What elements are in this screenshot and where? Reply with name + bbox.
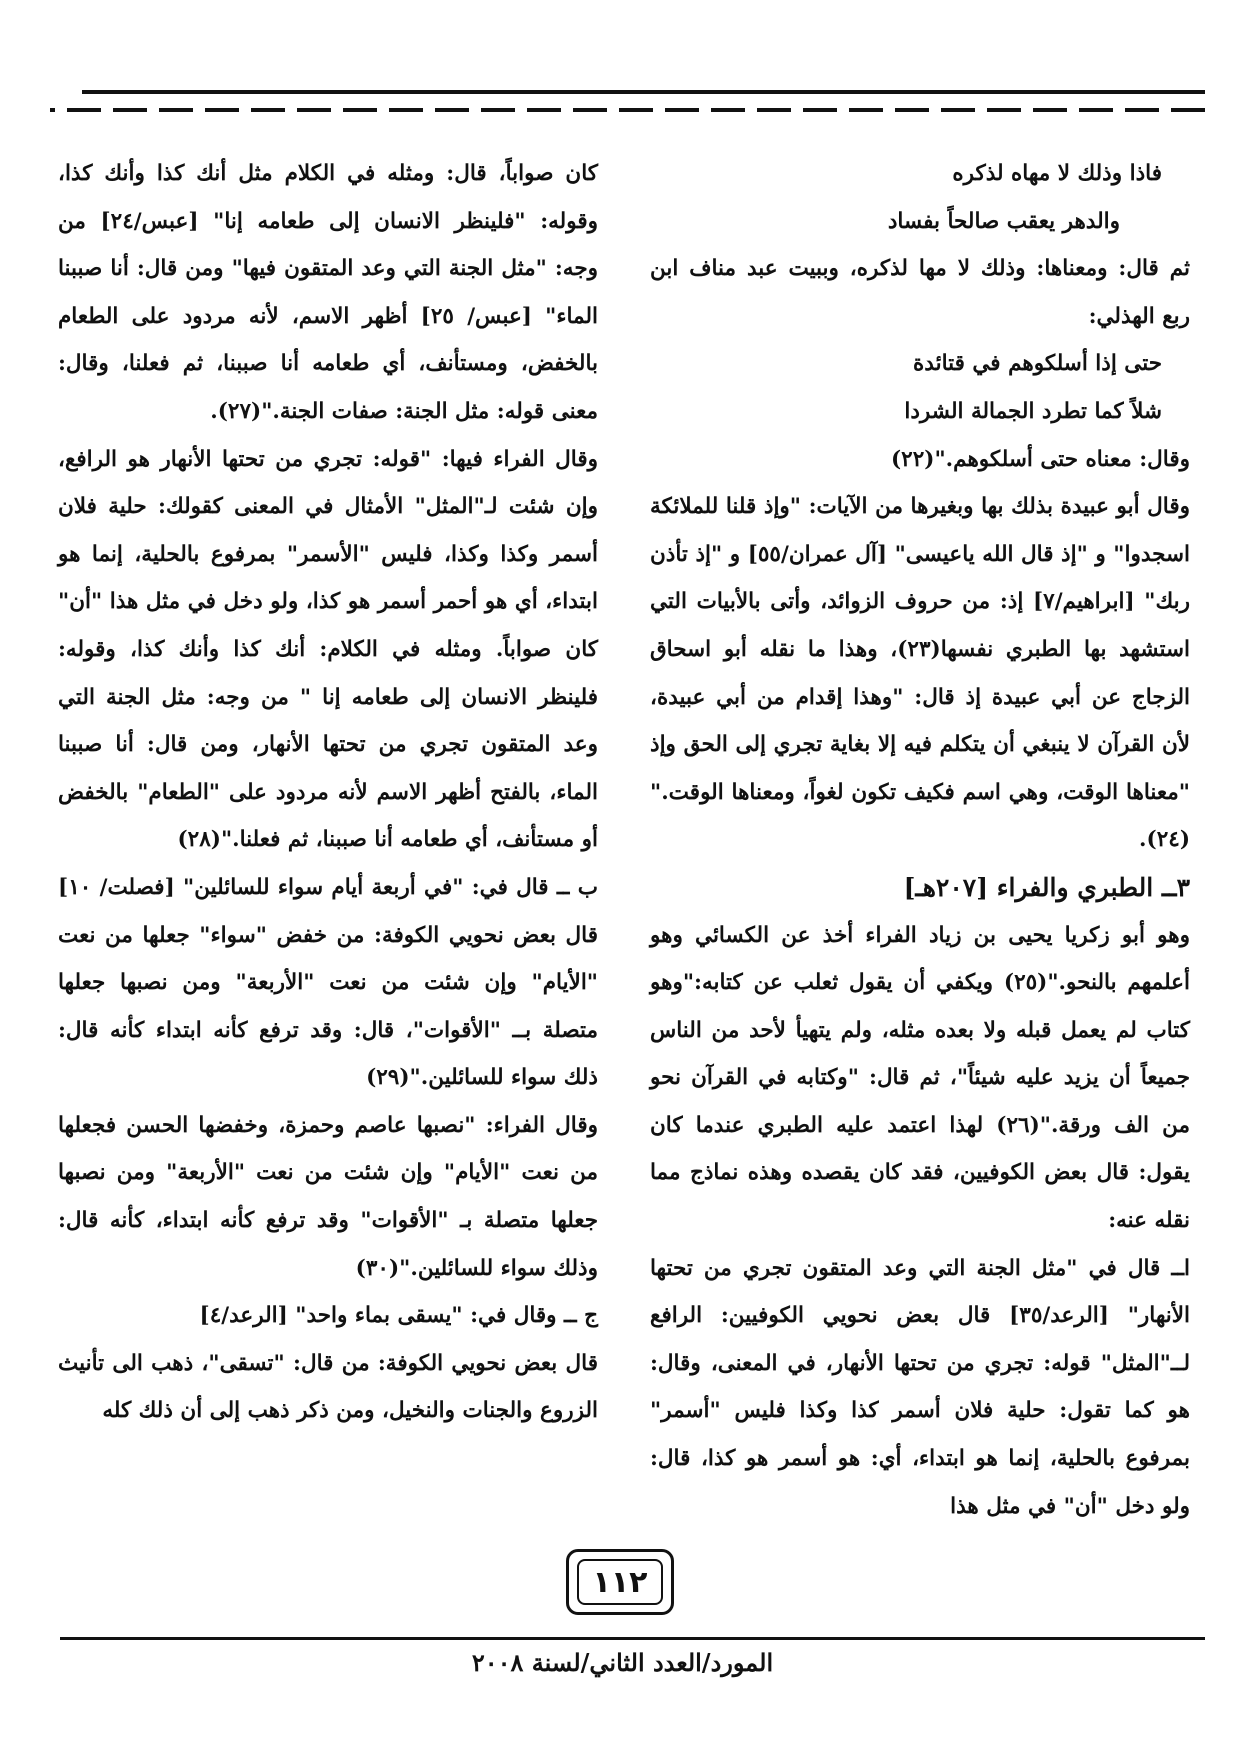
paragraph: وقال الفراء: "نصبها عاصم وحمزة، وخفضها الحسن فجعلها من نعت "الأيام" وإن شئت من نعت "الأربعة" ومن نصبها جعلها متصلة بـ "الأقوات" وقد ترفع كأنه ابتداء، كأنه قال: وذلك سواء للسائلين."(٣٠) [58,1112,598,1281]
footer-rule [60,1637,1205,1640]
poem-verse-line: شلاً كما تطرد الجمالة الشردا [904,398,1162,424]
header-rule-dashed [50,108,1205,112]
poem-verse-line: حتى إذا أسلكوهم في قتائدة [913,351,1162,377]
poem-verse-line: والدهر يعقب صالحاً بفساد [887,208,1120,234]
page-number-frame [566,1549,674,1615]
paragraph: وقال: معناه حتى أسلكوهم."(٢٢) [890,446,1190,472]
poem-verse-line: فاذا وذلك لا مهاه لذكره [952,161,1162,186]
left-column [58,150,598,1480]
paragraph: اــ قال في "مثل الجنة التي وعد المتقون تجري من تحتها الأنهار" [الرعد/٣٥] قال بعض نحويي الكوفيين: الرافع لــ"المثل" قوله: تجري من تحتها الأنهار، في المعنى، وقال: هو كما تقول: حلية فلان أسمر كذا وكذا فليس "أسمر" بمرفوع بالحلية، إنما هو ابتداء، أي: هو أسمر هو كذا، قال: ولو دخل "أن" في مثل هذا [650,1255,1190,1519]
section-heading: ٣ــ الطبري والفراء [٢٠٧هـ] [903,872,1190,902]
paragraph: وهو أبو زكريا يحيى بن زياد الفراء أخذ عن الكسائي وهو أعلمهم بالنحو."(٢٥) ويكفي أن يقول ثعلب عن كتابه:"وهو كتاب لم يعمل قبله ولا بعده مثله، ولم يتهيأ لأحد من الناس جميعاً أن يزيد عليه شيئاً"، ثم قال: "وكتابه في القرآن نحو من الف ورقة."(٢٦) لهذا اعتمد عليه الطبري عندما كان يقول: قال بعض الكوفيين، فقد كان يقصده وهذه نماذج مما نقله عنه: [650,922,1191,1234]
paragraph: ج ــ وقال في: "يسقى بماء واحد" [الرعد/٤] [199,1303,598,1329]
paragraph: وقال أبو عبيدة بذلك بها وبغيرها من الآيات: "وإذ قلنا للملائكة اسجدوا" و "إذ قال الله ياعيسى" [آل عمران/٥٥] و "إذ تأذن ربك" [ابراهيم/٧] إذ: من حروف الزوائد، وأتى بالأبيات التي استشهد بها الطبري نفسها(٢٣)، وهذا ما نقله أبو اسحاق الزجاج عن أبي عبيدة إذ قال: "وهذا إقدام من أبي عبيدة، لأن القرآن لا ينبغي أن يتكلم فيه إلا بغاية تجري إلى الحق وإذ "معناها الوقت، وهي اسم فكيف تكون لغواً، ومعناها الوقت."(٢٤). [650,494,1190,853]
paragraph: وقال الفراء فيها: "قوله: تجري من تحتها الأنهار هو الرافع، وإن شئت لـ"المثل" الأمثال في المعنى كقولك: حلية فلان أسمر وكذا وكذا، فليس "الأسمر" بمرفوع بالحلية، إنما هو ابتداء، أي هو أحمر أسمر هو كذا، ولو دخل في مثل هذا "أن" كان صواباً. ومثله في الكلام: أنك كذا وأنك كذا، وقوله: فلينظر الانسان إلى طعامه إنا " من وجه: مثل الجنة التي وعد المتقون تجري من تحتها الأنهار، ومن قال: أنا صببنا الماء، بالفتح أظهر الاسم لأنه مردود على "الطعام" بالخفض أو مستأنف، أي طعامه أنا صببنا، ثم فعلنا."(٢٨) [58,446,598,853]
page-number: ١١٢ [577,1559,663,1605]
paragraph: ثم قال: ومعناها: وذلك لا مها لذكره، وببيت عبد مناف ابن ربع الهذلي: [650,256,1190,329]
paragraph: ب ــ قال في: "في أربعة أيام سواء للسائلين" [فصلت/ ١٠] قال بعض نحويي الكوفة: من خفض "سواء" جعلها من نعت "الأيام" وإن شئت من نعت "الأربعة" ومن نصبها جعلها متصلة بــ "الأقوات"، قال: وقد ترفع كأنه ابتداء كأنه قال: ذلك سواء للسائلين."(٢٩) [58,874,598,1091]
footer-citation: المورد/العدد الثاني/لسنة ٢٠٠٨ [471,1648,774,1677]
paragraph: قال بعض نحويي الكوفة: من قال: "تسقى"، ذهب الى تأنيث الزروع والجنات والنخيل، ومن ذكر ذهب إلى أن ذلك كله [58,1350,598,1424]
header-rule-thick [82,90,1205,94]
paragraph: كان صواباً، قال: ومثله في الكلام مثل أنك كذا وأنك كذا، وقوله: "فلينظر الانسان إلى طعامه إنا" [عبس/٢٤] من وجه: "مثل الجنة التي وعد المتقون فيها" ومن قال: أنا صببنا الماء" [عبس/ ٢٥] أظهر الاسم، لأنه مردود على الطعام بالخفض، ومستأنف، أي طعامه أنا صببنا، ثم فعلنا، وقال: معنى قوله: مثل الجنة: صفات الجنة."(٢٧). [58,161,598,424]
right-column [650,150,1191,1519]
